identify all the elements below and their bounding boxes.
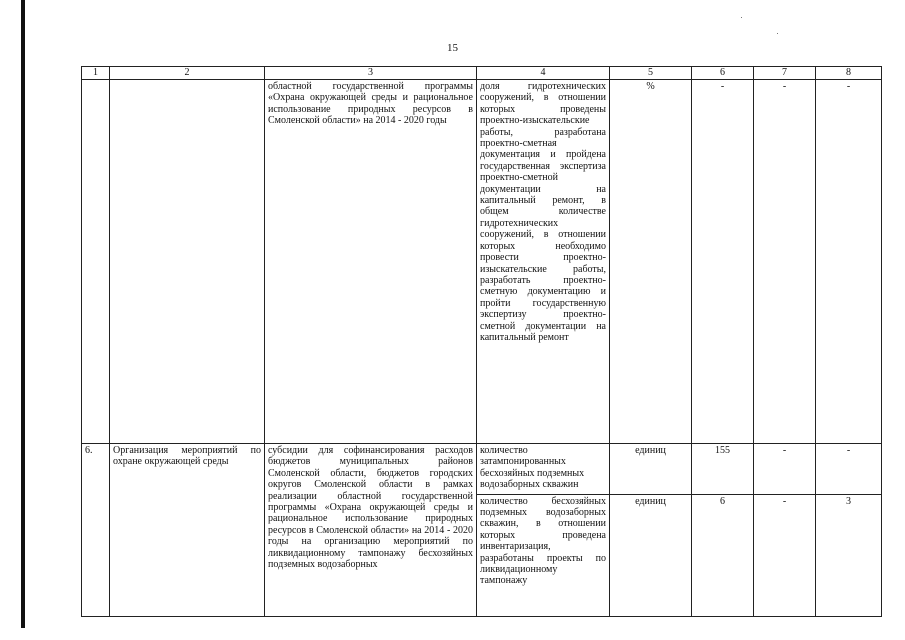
column-header: 1 xyxy=(82,67,110,80)
unit-cell: единиц xyxy=(610,444,692,495)
event-cell xyxy=(110,80,265,444)
indicator-cell: количество бесхозяйных подземных водозаборных скважин, в отношении которых проведена инвентаризация, разработаны проекты по ликвидационному тампонажу xyxy=(477,494,610,616)
scan-speck xyxy=(777,33,778,34)
table-row xyxy=(82,444,882,495)
value-cell: 3 xyxy=(816,494,882,616)
unit-cell: % xyxy=(610,80,692,444)
indicator-cell: количество затампонированных бесхозяйных подземных водозаборных скважин xyxy=(477,444,610,495)
column-header: 3 xyxy=(265,67,477,80)
value-cell: 6 xyxy=(692,494,754,616)
value-cell: 155 xyxy=(692,444,754,495)
column-header: 5 xyxy=(610,67,692,80)
row-number-cell: 6. xyxy=(82,444,110,617)
row-number-cell xyxy=(82,80,110,444)
funding-cell xyxy=(265,444,477,617)
unit-cell: единиц xyxy=(610,494,692,616)
value-cell: - xyxy=(754,80,816,444)
table-row xyxy=(82,80,882,444)
column-header: 2 xyxy=(110,67,265,80)
indicators-table xyxy=(81,66,882,617)
value-cell: - xyxy=(754,494,816,616)
column-number-row xyxy=(82,67,882,80)
value-cell: - xyxy=(754,444,816,495)
value-cell: - xyxy=(816,80,882,444)
indicator-cell: доля гидротехнических сооружений, в отношении которых проведены проектно-изыскательские работы, разработана проектно-сметная документация и пройдена государственная экспертиза проектно-сметной документации на капитальный ремонт, в общем количестве гидротехнических сооружений, в отношении которых необходимо провести проектно-изыскательские работы, разработать проектно-сметную документацию и пройти государственную экспертизу проектно-сметной документации на капитальный ремонт xyxy=(477,80,610,444)
column-header: 6 xyxy=(692,67,754,80)
value-cell: - xyxy=(692,80,754,444)
event-cell: Организация мероприятий по охране окружающей среды xyxy=(110,444,265,617)
column-header: 4 xyxy=(477,67,610,80)
column-header: 8 xyxy=(816,67,882,80)
scan-edge-bar xyxy=(21,0,25,628)
funding-text: субсидии для софинансирования расходов бюджетов муниципальных районов Смоленской области, бюджетов городских округов Смоленской области в рамках реализации областной государственной программы «Охрана окружающей среды и рациональное использование природных ресурсов в Смоленской области» на 2014 - 2020 годы на организацию мероприятий по ликвидационному тампонажу бесхозяйных подземных водозаборных xyxy=(268,445,473,571)
funding-cell: областной государственной программы «Охрана окружающей среды и рациональное использование природных ресурсов в Смоленской области» на 2014 - 2020 годы xyxy=(265,80,477,444)
page-number: 15 xyxy=(447,42,458,54)
scan-speck xyxy=(741,17,742,18)
value-cell: - xyxy=(816,444,882,495)
column-header: 7 xyxy=(754,67,816,80)
